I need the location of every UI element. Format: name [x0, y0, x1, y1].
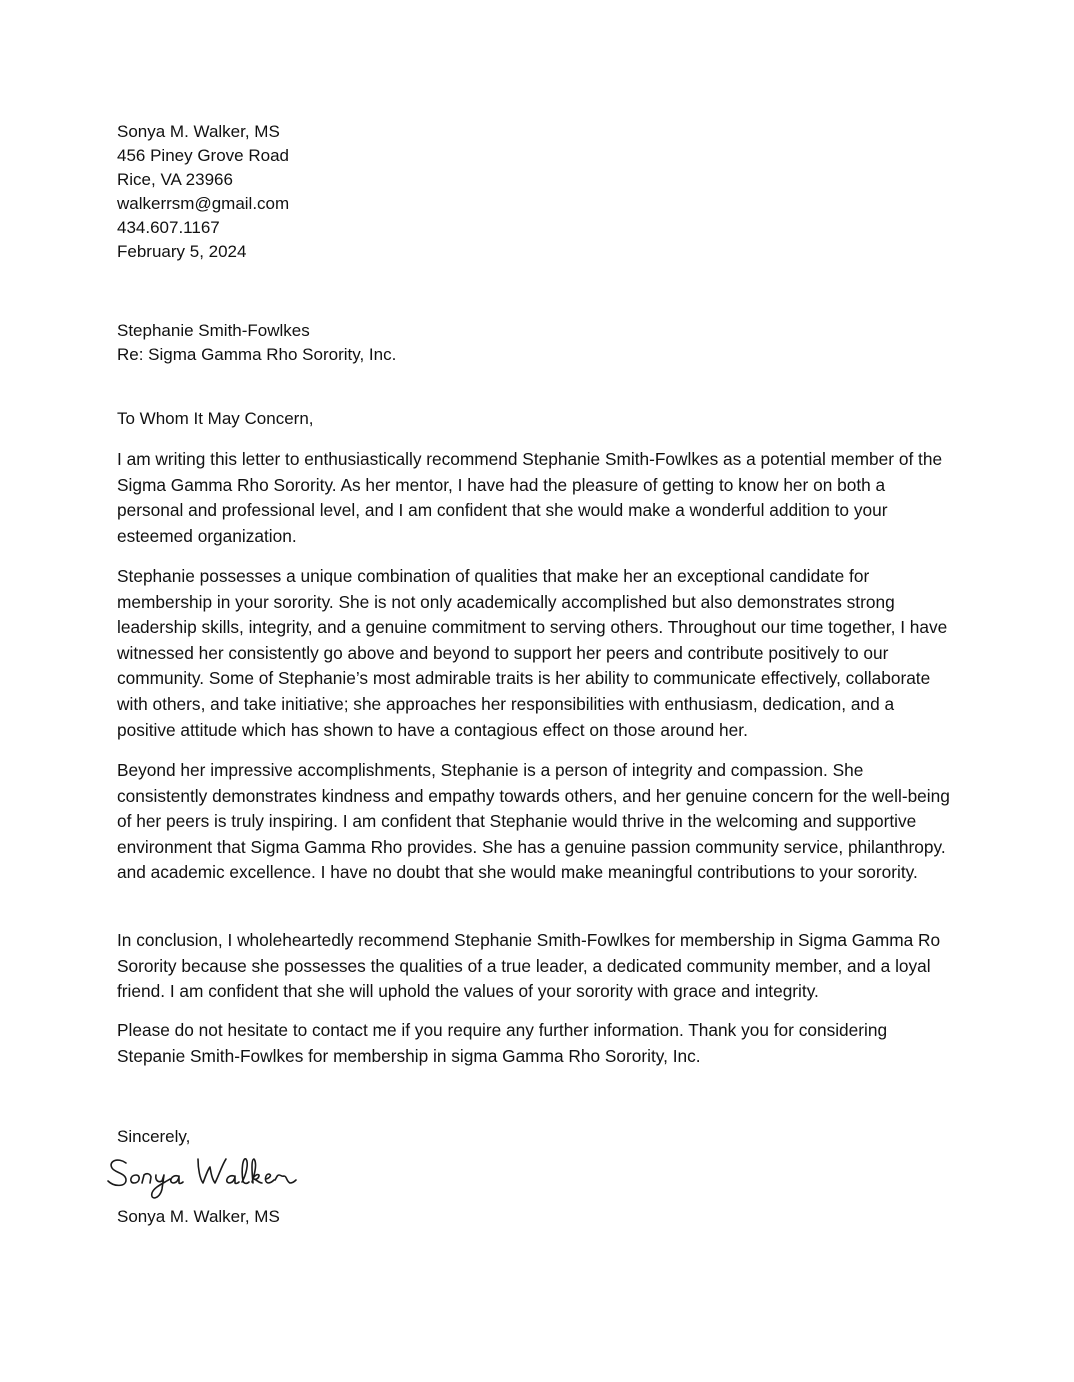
sender-phone: 434.607.1167 [117, 218, 220, 237]
sender-city-state-zip: Rice, VA 23966 [117, 170, 233, 189]
body-paragraph-3: Beyond her impressive accomplishments, Stephanie is a person of integrity and compassion. She consistently demonstrates kindness and empathy towards others, and her genuine concern for the well-being of her peers is truly inspiring. I am confident that Stephanie would thrive in the welcoming and supportive environment that Sigma Gamma Rho provides. She has a genuine passion community service, philanthropy. and academic excellence. I have no doubt that she would make meaningful contributions to your sorority. [117, 760, 950, 883]
signature-graphic [104, 1149, 304, 1209]
sender-address-block [117, 120, 957, 264]
sender-name: Sonya M. Walker, MS [117, 122, 280, 141]
sender-street: 456 Piney Grove Road [117, 146, 289, 165]
body-paragraph-2: Stephanie possesses a unique combination of qualities that make her an exceptional candidate for membership in your sorority. She is not only academically accomplished but also demonstrates strong leadership skills, integrity, and a genuine commitment to serving others. Throughout our time together, I have witnessed her consistently go above and beyond to support her peers and contribute positively to our community. Some of Stephanie’s most admirable traits is her ability to communicate effectively, collaborate with others, and take initiative; she approaches her responsibilities with enthusiasm, dedication, and a positive attitude which has shown to have a contagious effect on those around her. [117, 566, 948, 740]
sender-email: walkerrsm@gmail.com [117, 194, 290, 213]
body-paragraph-1: I am writing this letter to enthusiastically recommend Stephanie Smith-Fowlkes as a potential member of the Sigma Gamma Rho Sorority. As her mentor, I have had the pleasure of getting to know her on both a personal and professional level, and I am confident that she would make a wonderful addition to your esteemed organization. [117, 449, 943, 546]
handwritten-signature [104, 1149, 304, 1209]
re-line: Re: Sigma Gamma Rho Sorority, Inc. [117, 345, 397, 364]
recipient-block [117, 319, 957, 367]
body-paragraph-4: In conclusion, I wholeheartedly recommend Stephanie Smith-Fowlkes for membership in Sigma Gamma Ro Sorority because she possesses the qualities of a true leader, a dedicated community member, and a loyal friend. I am confident that she will uphold the values of your sorority with grace and integrity. [117, 930, 941, 1002]
body-paragraph-5: Please do not hesitate to contact me if you require any further information. Thank you for considering Stepanie Smith-Fowlkes for membership in sigma Gamma Rho Sorority, Inc. [117, 1020, 888, 1066]
closing: Sincerely, [117, 1127, 191, 1146]
signed-name: Sonya M. Walker, MS [117, 1207, 280, 1226]
salutation: To Whom It May Concern, [117, 409, 314, 428]
letter-date: February 5, 2024 [117, 242, 247, 261]
recipient-name: Stephanie Smith-Fowlkes [117, 321, 310, 340]
